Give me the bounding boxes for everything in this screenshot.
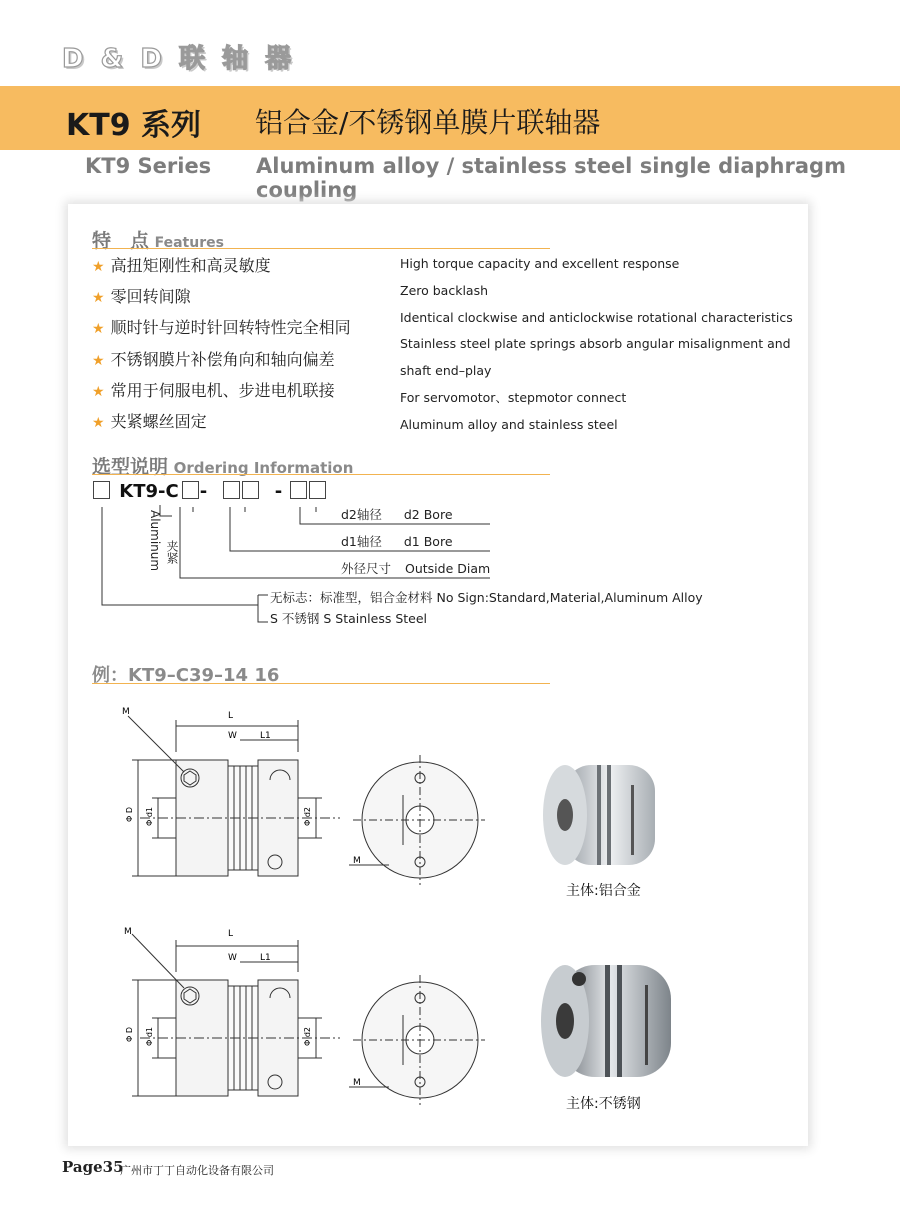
feature-item: ★ 零回转间隙 xyxy=(92,287,191,307)
page-number: Page35 xyxy=(62,1158,124,1176)
d2-label: d2轴径 d2 Bore xyxy=(341,507,453,522)
star-icon: ★ xyxy=(92,290,105,307)
no-sign-label: 无标志：标准型，铝合金材料 No Sign:Standard,Material,Aluminum Alloy xyxy=(270,590,703,605)
feature-item-en: Stainless steel plate springs absorb angular misalignment and xyxy=(400,336,791,352)
front-view-drawing-2 xyxy=(345,975,485,1105)
example-rule xyxy=(92,683,550,684)
aluminum-caption: 主体:铝合金 xyxy=(566,883,641,899)
side-view-drawing-2 xyxy=(110,920,350,1120)
series-title-cn: KT9 系列 xyxy=(66,108,202,143)
feature-item-en: Zero backlash xyxy=(400,282,489,298)
series-title-en: KT9 Series xyxy=(85,154,212,178)
label-d2: Φ d2 xyxy=(303,1026,312,1046)
features-heading-cn: 特 点 xyxy=(92,230,150,252)
label-w: W xyxy=(228,731,237,741)
product-title-en: Aluminum alloy / stainless steel single diaphragm coupling xyxy=(256,154,846,202)
label-w: W xyxy=(228,953,237,963)
feature-item: ★ 夹紧螺丝固定 xyxy=(92,411,207,431)
label-m: M xyxy=(353,856,361,866)
vertical-label-en: Aluminum xyxy=(148,510,162,572)
stainless-label: S 不锈钢 S Stainless Steel xyxy=(270,611,428,626)
features-heading-en: Features xyxy=(154,235,224,251)
label-m: M xyxy=(353,1078,361,1088)
feature-item-en: Aluminum alloy and stainless steel xyxy=(400,416,618,432)
vertical-label-cn: 夹紧 xyxy=(165,540,179,564)
company-name: 广州市丁丁自动化设备有限公司 xyxy=(120,1164,274,1177)
ordering-heading-cn: 选型说明 xyxy=(92,456,169,478)
label-l: L xyxy=(228,711,234,721)
label-m: M xyxy=(124,927,132,937)
label-d: Φ D xyxy=(125,807,134,822)
code-dash: - xyxy=(274,481,283,502)
model-code-text: KT9-C xyxy=(119,481,179,502)
label-d1: Φ d1 xyxy=(145,1026,154,1046)
label-l1: L1 xyxy=(260,731,271,741)
feature-item: ★ 高扭矩刚性和高灵敏度 xyxy=(92,256,271,275)
star-icon: ★ xyxy=(92,383,105,400)
code-dash: - xyxy=(199,481,208,502)
outside-diam-label: 外径尺寸 Outside Diam xyxy=(341,561,491,576)
front-view-drawing-1 xyxy=(345,755,485,885)
label-l1: L1 xyxy=(260,953,271,963)
aluminum-coupling-photo xyxy=(535,755,675,875)
label-d1: Φ d1 xyxy=(145,806,154,826)
brand-logo: D & D 联 轴 器 xyxy=(62,44,296,74)
stainless-coupling-photo xyxy=(535,955,685,1085)
product-title-cn: 铝合金/不锈钢单膜片联轴器 xyxy=(255,106,601,139)
star-icon: ★ xyxy=(92,414,105,431)
star-icon: ★ xyxy=(92,321,105,338)
feature-item: ★ 顺时针与逆时针回转特性完全相同 xyxy=(92,318,351,338)
star-icon: ★ xyxy=(92,352,105,369)
label-m: M xyxy=(122,707,130,717)
side-view-drawing-1 xyxy=(110,700,350,900)
feature-item-en: For servomotor、stepmotor connect xyxy=(400,389,627,405)
feature-item-en: shaft end–play xyxy=(400,363,492,379)
star-icon: ★ xyxy=(92,259,105,275)
feature-item: ★ 不锈钢膜片补偿角向和轴向偏差 xyxy=(92,349,335,369)
feature-item: ★ 常用于伺服电机、步进电机联接 xyxy=(92,380,335,400)
feature-item-en: High torque capacity and excellent response xyxy=(400,256,680,271)
label-d: Φ D xyxy=(125,1027,134,1042)
example-heading: 例：KT9–C39–14 16 xyxy=(92,665,280,686)
label-d2: Φ d2 xyxy=(303,806,312,826)
label-l: L xyxy=(228,929,234,939)
feature-item-en: Identical clockwise and anticlockwise rotational characteristics xyxy=(400,309,793,325)
ordering-heading-en: Ordering Information xyxy=(173,459,354,477)
d1-label: d1轴径 d1 Bore xyxy=(341,534,453,549)
stainless-caption: 主体:不锈钢 xyxy=(566,1096,641,1112)
